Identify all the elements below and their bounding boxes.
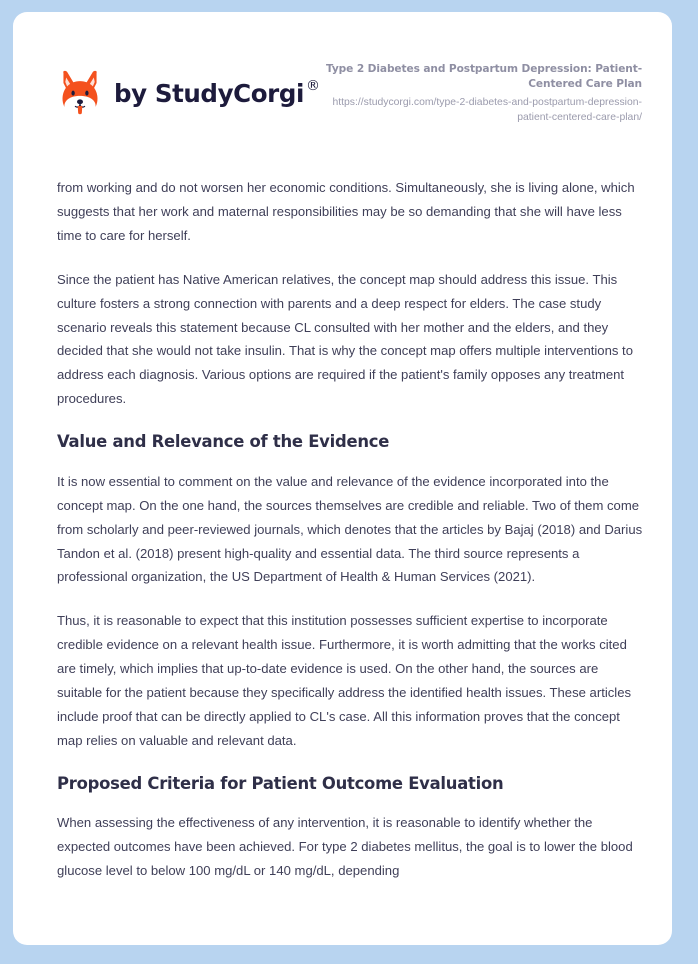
- studycorgi-brand: [57, 60, 320, 118]
- document-body: [13, 176, 672, 884]
- corgi-face-icon: [57, 70, 103, 118]
- registered-trademark-icon: ®: [305, 77, 320, 94]
- section-heading: Value and Relevance of the Evidence: [57, 432, 390, 452]
- document-page: [13, 12, 672, 945]
- header-meta: [320, 60, 642, 126]
- section-heading: Proposed Criteria for Patient Outcome Evaluation: [57, 774, 504, 794]
- article-title: Type 2 Diabetes and Postpartum Depression: Patient-Centered Care Plan: [325, 63, 642, 90]
- body-paragraph: from working and do not worsen her economic conditions. Simultaneously, she is living alone, which suggests that her work and maternal responsibilities may be so demanding that she will have less time to care for herself.: [57, 179, 635, 243]
- body-paragraph: Thus, it is reasonable to expect that this institution possesses sufficient expertise to incorporate credible evidence on a relevant health issue. Furthermore, it is worth admitting that the works cited are timely, which implies that up-to-date evidence is used. On the other hand, the sources are suitable for the patient because they specifically address the identified health issues. These articles include proof that can be directly applied to CL's case. All this information proves that the concept map relies on valuable and relevant data.: [57, 613, 632, 749]
- article-url[interactable]: https://studycorgi.com/type-2-diabetes-and-postpartum-depression-patient-centered-care-plan/: [332, 97, 642, 123]
- body-paragraph: When assessing the effectiveness of any intervention, it is reasonable to identify whether the expected outcomes have been achieved. For type 2 diabetes mellitus, the goal is to lower the blood glucose level to below 100 mg/dL or 140 mg/dL, depending: [57, 815, 633, 879]
- document-header: [13, 12, 672, 126]
- body-paragraph: Since the patient has Native American relatives, the concept map should address this issue. This culture fosters a strong connection with parents and a deep respect for elders. The case study scenario reveals this statement because CL consulted with her mother and the elders, and they decided that she would not take insulin. That is why the concept map offers multiple interventions to address each diagnosis. Various options are required if the patient's family opposes any treatment procedures.: [57, 271, 633, 407]
- brand-name-text: by StudyCorgi: [114, 78, 304, 108]
- body-paragraph: It is now essential to comment on the value and relevance of the evidence incorporated into the concept map. On the one hand, the sources themselves are credible and reliable. Two of them come from scholarly and peer-reviewed journals, which denotes that the articles by Bajaj (2018) and Darius Tandon et al. (2018) present high-quality and essential data. The third source represents a professional organization, the US Department of Health & Human Services (2021).: [57, 473, 643, 585]
- brand-wordmark: [114, 77, 320, 108]
